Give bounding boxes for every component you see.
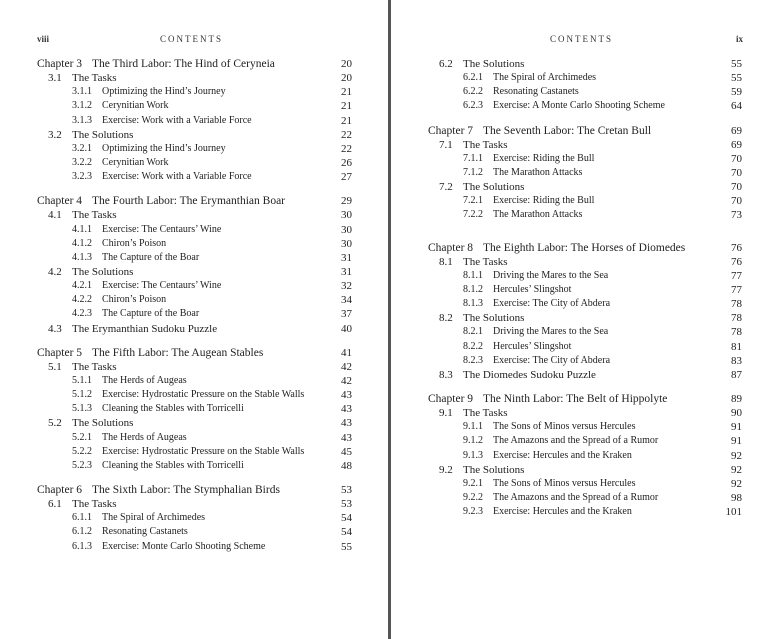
toc-subsection-entry[interactable] [428, 208, 742, 222]
entry-title: The Solutions [463, 312, 525, 325]
entry-title: The Fourth Labor: The Erymanthian Boar [92, 195, 286, 208]
entry-page-number: 41 [341, 346, 352, 359]
toc-subsection-entry[interactable] [428, 449, 742, 463]
entry-title: The Marathon Attacks [493, 166, 583, 178]
toc-section-entry[interactable] [37, 322, 352, 336]
entry-title: Exercise: Hydrostatic Pressure on the Stable Walls [102, 389, 305, 401]
entry-title: The Diomedes Sudoku Puzzle [463, 368, 596, 381]
entry-number: 4.1.2 [72, 237, 92, 249]
entry-page-number: 77 [731, 283, 742, 296]
toc-subsection-entry[interactable] [37, 459, 352, 473]
entry-number: 6.2.2 [463, 86, 483, 98]
entry-number: 9.2.3 [463, 506, 483, 518]
toc-subsection-entry[interactable] [428, 166, 742, 180]
toc-subsection-entry[interactable] [428, 354, 742, 368]
entry-title: The Solutions [72, 128, 134, 141]
entry-number: 8.2.1 [463, 326, 483, 338]
entry-title: The Capture of the Boar [102, 251, 200, 263]
entry-page-number: 73 [731, 209, 742, 222]
page-folio: viii [37, 34, 50, 44]
entry-title: The Tasks [72, 72, 117, 85]
toc-subsection-entry[interactable] [37, 388, 352, 402]
entry-number: 6.1.2 [72, 526, 92, 538]
entry-number: Chapter 5 [37, 346, 83, 359]
entry-title: Resonating Castanets [493, 86, 579, 98]
entry-title: The Tasks [72, 209, 117, 222]
entry-page-number: 70 [731, 181, 742, 194]
entry-number: 3.1.2 [72, 100, 92, 112]
entry-number: 7.1 [439, 138, 453, 151]
entry-number: 6.1.1 [72, 512, 92, 524]
chapter-spacer [37, 336, 352, 346]
toc-section-entry[interactable] [428, 368, 742, 382]
entry-number: 4.2 [48, 265, 62, 278]
entry-page-number: 21 [341, 86, 352, 99]
entry-number: 6.2 [439, 58, 453, 70]
toc-subsection-entry[interactable] [37, 374, 352, 388]
entry-number: 3.2 [48, 128, 62, 141]
entry-number: 3.2.3 [72, 171, 92, 183]
entry-title: The Erymanthian Sudoku Puzzle [72, 322, 218, 335]
entry-title: Resonating Castanets [102, 526, 188, 538]
entry-page-number: 20 [341, 58, 352, 70]
toc-subsection-entry[interactable] [428, 491, 742, 505]
entry-page-number: 92 [731, 449, 742, 462]
entry-title: Exercise: Hydrostatic Pressure on the Stable Walls [102, 445, 305, 457]
toc-section-entry[interactable] [428, 406, 742, 420]
entry-page-number: 43 [341, 417, 352, 430]
entry-page-number: 91 [731, 421, 742, 434]
toc-subsection-entry[interactable] [37, 279, 352, 293]
entry-page-number: 69 [731, 138, 742, 151]
entry-page-number: 76 [731, 255, 742, 268]
entry-title: Exercise: The Centaurs’ Wine [102, 223, 222, 235]
right-page [392, 0, 780, 639]
entry-title: The Spiral of Archimedes [493, 72, 597, 84]
entry-page-number: 43 [341, 403, 352, 416]
entry-title: The Tasks [463, 255, 508, 268]
entry-page-number: 27 [341, 171, 352, 184]
entry-title: Driving the Mares to the Sea [493, 269, 609, 281]
entry-page-number: 48 [341, 459, 352, 472]
entry-page-number: 31 [341, 251, 352, 264]
entry-page-number: 32 [341, 280, 352, 293]
entry-number: 6.2.3 [463, 100, 483, 112]
entry-number: 8.2 [439, 312, 453, 325]
entry-number: 5.2 [48, 417, 62, 430]
entry-title: The Solutions [463, 463, 525, 476]
entry-page-number: 92 [731, 463, 742, 476]
entry-page-number: 26 [341, 156, 352, 169]
entry-page-number: 70 [731, 195, 742, 208]
entry-page-number: 37 [341, 308, 352, 321]
toc-section-entry[interactable] [428, 57, 742, 71]
entry-title: Chiron’s Poison [102, 237, 167, 249]
entry-title: Hercules’ Slingshot [493, 283, 572, 295]
toc-chapter-entry[interactable] [37, 346, 352, 360]
entry-page-number: 76 [731, 241, 742, 254]
entry-title: Exercise: Work with a Variable Force [102, 171, 252, 183]
toc-subsection-entry[interactable] [37, 525, 352, 539]
entry-page-number: 22 [341, 142, 352, 155]
entry-page-number: 78 [731, 312, 742, 325]
entry-title: Exercise: Hercules and the Kraken [493, 449, 632, 461]
entry-title: The Amazons and the Spread of a Rumor [493, 435, 659, 447]
entry-title: The Tasks [72, 498, 117, 511]
chapter-spacer [428, 223, 742, 241]
entry-number: 7.1.1 [463, 152, 483, 164]
entry-number: 9.2.2 [463, 491, 483, 503]
entry-number: 7.2.1 [463, 195, 483, 207]
entry-number: 4.1 [48, 209, 62, 222]
toc-section-entry[interactable] [428, 255, 742, 269]
entry-page-number: 83 [731, 354, 742, 367]
toc-subsection-entry[interactable] [428, 71, 742, 85]
toc-subsection-entry[interactable] [37, 540, 352, 554]
toc-chapter-entry[interactable] [37, 57, 352, 71]
entry-page-number: 69 [731, 124, 742, 137]
toc-list [428, 57, 742, 519]
toc-section-entry[interactable] [37, 360, 352, 374]
running-header: CONTENTS [550, 34, 613, 44]
entry-number: 5.2.2 [72, 445, 92, 457]
entry-page-number: 43 [341, 431, 352, 444]
toc-subsection-entry[interactable] [37, 114, 352, 128]
entry-title: Chiron’s Poison [102, 294, 167, 306]
entry-number: 8.3 [439, 368, 453, 381]
entry-number: 3.2.2 [72, 156, 92, 168]
entry-title: The Seventh Labor: The Cretan Bull [483, 124, 652, 137]
entry-page-number: 55 [341, 540, 352, 553]
chapter-spacer [428, 114, 742, 124]
entry-title: Cerynitian Work [102, 100, 169, 112]
entry-page-number: 78 [731, 298, 742, 311]
entry-number: 4.2.1 [72, 280, 92, 292]
entry-title: Optimizing the Hind’s Journey [102, 86, 226, 98]
entry-title: Hercules’ Slingshot [493, 340, 572, 352]
entry-page-number: 59 [731, 86, 742, 99]
toc-subsection-entry[interactable] [37, 511, 352, 525]
toc-chapter-entry[interactable] [428, 241, 742, 255]
entry-title: Exercise: Monte Carlo Shooting Scheme [102, 540, 266, 552]
toc-subsection-entry[interactable] [428, 420, 742, 434]
page-folio: ix [736, 34, 744, 44]
entry-page-number: 87 [731, 368, 742, 381]
entry-number: 8.1.3 [463, 298, 483, 310]
entry-number: 5.1 [48, 360, 62, 373]
entry-number: 6.2.1 [463, 72, 483, 84]
entry-title: The Eighth Labor: The Horses of Diomedes [483, 241, 686, 254]
entry-page-number: 70 [731, 152, 742, 165]
entry-page-number: 53 [341, 483, 352, 496]
toc-list [37, 57, 352, 554]
entry-page-number: 89 [731, 392, 742, 405]
entry-page-number: 20 [341, 72, 352, 85]
toc-section-entry[interactable] [37, 128, 352, 142]
entry-number: 7.2.2 [463, 209, 483, 221]
toc-chapter-entry[interactable] [428, 124, 742, 138]
toc-subsection-entry[interactable] [37, 170, 352, 184]
entry-page-number: 30 [341, 237, 352, 250]
entry-page-number: 81 [731, 340, 742, 353]
toc-subsection-entry[interactable] [37, 99, 352, 113]
toc-subsection-entry[interactable] [428, 85, 742, 99]
entry-number: 4.2.3 [72, 308, 92, 320]
toc-subsection-entry[interactable] [37, 85, 352, 99]
entry-title: The Sons of Minos versus Hercules [493, 421, 636, 433]
entry-title: The Tasks [463, 407, 508, 420]
toc-section-entry[interactable] [428, 138, 742, 152]
toc-subsection-entry[interactable] [37, 251, 352, 265]
entry-title: The Solutions [463, 58, 525, 70]
entry-number: Chapter 9 [428, 392, 474, 405]
entry-page-number: 98 [731, 491, 742, 504]
entry-number: 8.2.3 [463, 354, 483, 366]
entry-title: The Third Labor: The Hind of Ceryneia [92, 58, 275, 70]
entry-number: Chapter 7 [428, 124, 474, 137]
entry-page-number: 29 [341, 195, 352, 208]
entry-number: 3.1 [48, 72, 62, 85]
entry-number: Chapter 6 [37, 483, 83, 496]
entry-page-number: 31 [341, 265, 352, 278]
toc-section-entry[interactable] [428, 463, 742, 477]
entry-page-number: 40 [341, 322, 352, 335]
toc-section-entry[interactable] [37, 497, 352, 511]
entry-title: Cleaning the Stables with Torricelli [102, 403, 244, 415]
entry-title: Cerynitian Work [102, 156, 169, 168]
entry-number: 5.2.1 [72, 431, 92, 443]
entry-title: The Herds of Augeas [102, 374, 187, 386]
toc-subsection-entry[interactable] [37, 223, 352, 237]
entry-title: Exercise: Riding the Bull [493, 195, 595, 207]
toc-subsection-entry[interactable] [428, 505, 742, 519]
entry-page-number: 78 [731, 326, 742, 339]
toc-subsection-entry[interactable] [428, 194, 742, 208]
toc-section-entry[interactable] [37, 416, 352, 430]
entry-number: 9.2.1 [463, 477, 483, 489]
entry-title: Exercise: The Centaurs’ Wine [102, 280, 222, 292]
entry-title: The Ninth Labor: The Belt of Hippolyte [483, 392, 668, 405]
entry-number: 5.1.2 [72, 389, 92, 401]
entry-title: The Solutions [72, 265, 134, 278]
toc-subsection-entry[interactable] [428, 297, 742, 311]
entry-page-number: 92 [731, 477, 742, 490]
entry-number: 5.1.1 [72, 374, 92, 386]
entry-page-number: 70 [731, 166, 742, 179]
chapter-spacer [37, 184, 352, 194]
entry-number: Chapter 8 [428, 241, 474, 254]
entry-page-number: 55 [731, 72, 742, 85]
toc-subsection-entry[interactable] [37, 431, 352, 445]
entry-number: 8.1 [439, 255, 453, 268]
entry-title: The Sixth Labor: The Stymphalian Birds [92, 483, 280, 496]
entry-page-number: 22 [341, 128, 352, 141]
toc-subsection-entry[interactable] [37, 156, 352, 170]
entry-title: Exercise: The City of Abdera [493, 354, 611, 366]
entry-number: 8.1.2 [463, 283, 483, 295]
toc-subsection-entry[interactable] [428, 283, 742, 297]
entry-number: 9.1.3 [463, 449, 483, 461]
entry-page-number: 21 [341, 114, 352, 127]
entry-number: 9.1.2 [463, 435, 483, 447]
entry-number: 9.1 [439, 407, 453, 420]
entry-title: The Fifth Labor: The Augean Stables [92, 346, 264, 359]
entry-title: Exercise: A Monte Carlo Shooting Scheme [493, 100, 665, 112]
entry-number: 9.1.1 [463, 421, 483, 433]
entry-number: 4.1.1 [72, 223, 92, 235]
entry-number: 8.2.2 [463, 340, 483, 352]
entry-title: The Tasks [72, 360, 117, 373]
entry-number: Chapter 4 [37, 195, 83, 208]
entry-page-number: 64 [731, 100, 742, 113]
toc-chapter-entry[interactable] [37, 483, 352, 497]
entry-page-number: 54 [341, 526, 352, 539]
entry-title: The Tasks [463, 138, 508, 151]
toc-subsection-entry[interactable] [37, 445, 352, 459]
toc-subsection-entry[interactable] [428, 434, 742, 448]
entry-page-number: 90 [731, 407, 742, 420]
toc-section-entry[interactable] [428, 180, 742, 194]
entry-page-number: 34 [341, 294, 352, 307]
toc-subsection-entry[interactable] [37, 307, 352, 321]
entry-number: 7.1.2 [463, 166, 483, 178]
entry-title: Exercise: The City of Abdera [493, 298, 611, 310]
entry-page-number: 55 [731, 58, 742, 70]
toc-subsection-entry[interactable] [37, 402, 352, 416]
toc-chapter-entry[interactable] [428, 392, 742, 406]
entry-page-number: 42 [341, 374, 352, 387]
entry-title: Exercise: Work with a Variable Force [102, 114, 252, 126]
entry-number: 4.1.3 [72, 251, 92, 263]
toc-subsection-entry[interactable] [428, 325, 742, 339]
toc-section-entry[interactable] [37, 208, 352, 222]
toc-section-entry[interactable] [428, 311, 742, 325]
entry-page-number: 30 [341, 223, 352, 236]
entry-title: The Marathon Attacks [493, 209, 583, 221]
page-gutter-divider [388, 0, 391, 639]
entry-number: 4.2.2 [72, 294, 92, 306]
entry-number: Chapter 3 [37, 58, 83, 70]
entry-page-number: 101 [725, 506, 742, 519]
entry-title: The Sons of Minos versus Hercules [493, 477, 636, 489]
toc-chapter-entry[interactable] [37, 194, 352, 208]
entry-number: 3.2.1 [72, 142, 92, 154]
entry-title: Exercise: Hercules and the Kraken [493, 506, 632, 518]
left-page [0, 0, 389, 639]
toc-subsection-entry[interactable] [428, 477, 742, 491]
toc-subsection-entry[interactable] [428, 99, 742, 113]
entry-title: The Solutions [72, 417, 134, 430]
entry-number: 6.1.3 [72, 540, 92, 552]
entry-number: 3.1.3 [72, 114, 92, 126]
chapter-spacer [37, 473, 352, 483]
entry-title: Optimizing the Hind’s Journey [102, 142, 226, 154]
entry-title: Cleaning the Stables with Torricelli [102, 459, 244, 471]
chapter-spacer [428, 382, 742, 392]
toc-section-entry[interactable] [37, 265, 352, 279]
entry-page-number: 21 [341, 100, 352, 113]
toc-subsection-entry[interactable] [37, 237, 352, 251]
entry-page-number: 45 [341, 445, 352, 458]
entry-page-number: 42 [341, 360, 352, 373]
toc-subsection-entry[interactable] [428, 269, 742, 283]
toc-subsection-entry[interactable] [428, 152, 742, 166]
toc-subsection-entry[interactable] [37, 142, 352, 156]
entry-page-number: 30 [341, 209, 352, 222]
entry-title: The Herds of Augeas [102, 431, 187, 443]
entry-title: The Capture of the Boar [102, 308, 200, 320]
entry-number: 3.1.1 [72, 86, 92, 98]
entry-number: 5.2.3 [72, 459, 92, 471]
entry-page-number: 53 [341, 498, 352, 511]
entry-number: 9.2 [439, 463, 453, 476]
entry-title: The Solutions [463, 181, 525, 194]
entry-number: 7.2 [439, 181, 453, 194]
entry-title: The Spiral of Archimedes [102, 512, 206, 524]
entry-title: Exercise: Riding the Bull [493, 152, 595, 164]
entry-page-number: 43 [341, 389, 352, 402]
toc-section-entry[interactable] [37, 71, 352, 85]
entry-page-number: 54 [341, 512, 352, 525]
entry-title: The Amazons and the Spread of a Rumor [493, 491, 659, 503]
entry-page-number: 77 [731, 269, 742, 282]
entry-number: 4.3 [48, 322, 62, 335]
toc-subsection-entry[interactable] [37, 293, 352, 307]
entry-number: 5.1.3 [72, 403, 92, 415]
entry-number: 6.1 [48, 498, 62, 511]
entry-title: Driving the Mares to the Sea [493, 326, 609, 338]
entry-number: 8.1.1 [463, 269, 483, 281]
toc-subsection-entry[interactable] [428, 340, 742, 354]
entry-page-number: 91 [731, 435, 742, 448]
running-header: CONTENTS [160, 34, 223, 44]
